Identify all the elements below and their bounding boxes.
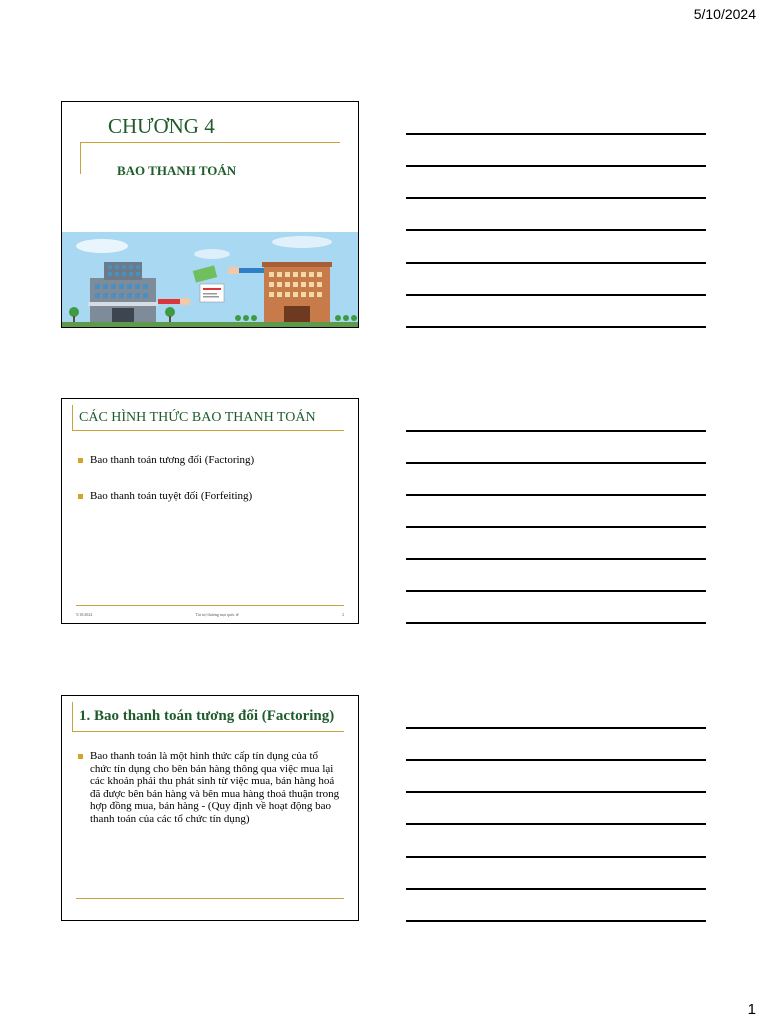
note-line <box>406 823 706 825</box>
slide-title: 1. Bao thanh toán tương đối (Factoring) <box>72 702 344 732</box>
slide-title: CHƯƠNG 4 <box>108 114 215 138</box>
slide-footer-date: 5/10/2024 <box>76 612 93 617</box>
slide-3 <box>61 695 359 921</box>
note-line <box>406 759 706 761</box>
note-line <box>406 430 706 432</box>
bullet-item: Bao thanh toán là một hình thức cấp tín dụng của tổ chức tín dụng cho bên bán hàng thông qua việc mua lại các khoản phải thu phát sinh từ việc mua, bán hàng hoá đã được bên bán hàng và bên mua hàng thoả thuận trong hợp đồng mua, bán hàng - (Quy định về hoạt động bao thanh toán của các tổ chức tín dụng) <box>78 750 340 825</box>
note-line <box>406 294 706 296</box>
note-line <box>406 262 706 264</box>
bullet-item: Bao thanh toán tương đối (Factoring) <box>78 454 340 467</box>
slide-subtitle: BAO THANH TOÁN <box>117 163 237 178</box>
note-line <box>406 165 706 167</box>
note-line <box>406 197 706 199</box>
note-line <box>406 526 706 528</box>
note-line <box>406 229 706 231</box>
bullet-item: Bao thanh toán tuyệt đối (Forfeiting) <box>78 490 340 503</box>
slide-footer-number: 2 <box>342 612 344 617</box>
title-divider <box>80 142 340 143</box>
note-line <box>406 133 706 135</box>
bullet-list <box>78 454 340 525</box>
print-date: 5/10/2024 <box>693 6 756 22</box>
slide-1 <box>61 101 359 328</box>
note-line <box>406 727 706 729</box>
note-line <box>406 326 706 328</box>
slide-footer-course: Tài trợ thương mại quốc tế <box>195 612 239 617</box>
note-line <box>406 558 706 560</box>
title-accent-line <box>80 142 81 174</box>
slide-footer <box>76 605 344 617</box>
note-line <box>406 888 706 890</box>
note-line <box>406 920 706 922</box>
slide-title: CÁC HÌNH THỨC BAO THANH TOÁN <box>72 405 344 431</box>
note-line <box>406 462 706 464</box>
note-line <box>406 590 706 592</box>
slide-2 <box>61 398 359 624</box>
bullet-list <box>78 750 340 825</box>
note-line <box>406 856 706 858</box>
note-line <box>406 791 706 793</box>
page-number: 1 <box>747 1001 756 1018</box>
note-line <box>406 494 706 496</box>
slide-footer-divider <box>76 898 344 899</box>
note-line <box>406 622 706 624</box>
bank-buildings-illustration <box>62 232 358 328</box>
